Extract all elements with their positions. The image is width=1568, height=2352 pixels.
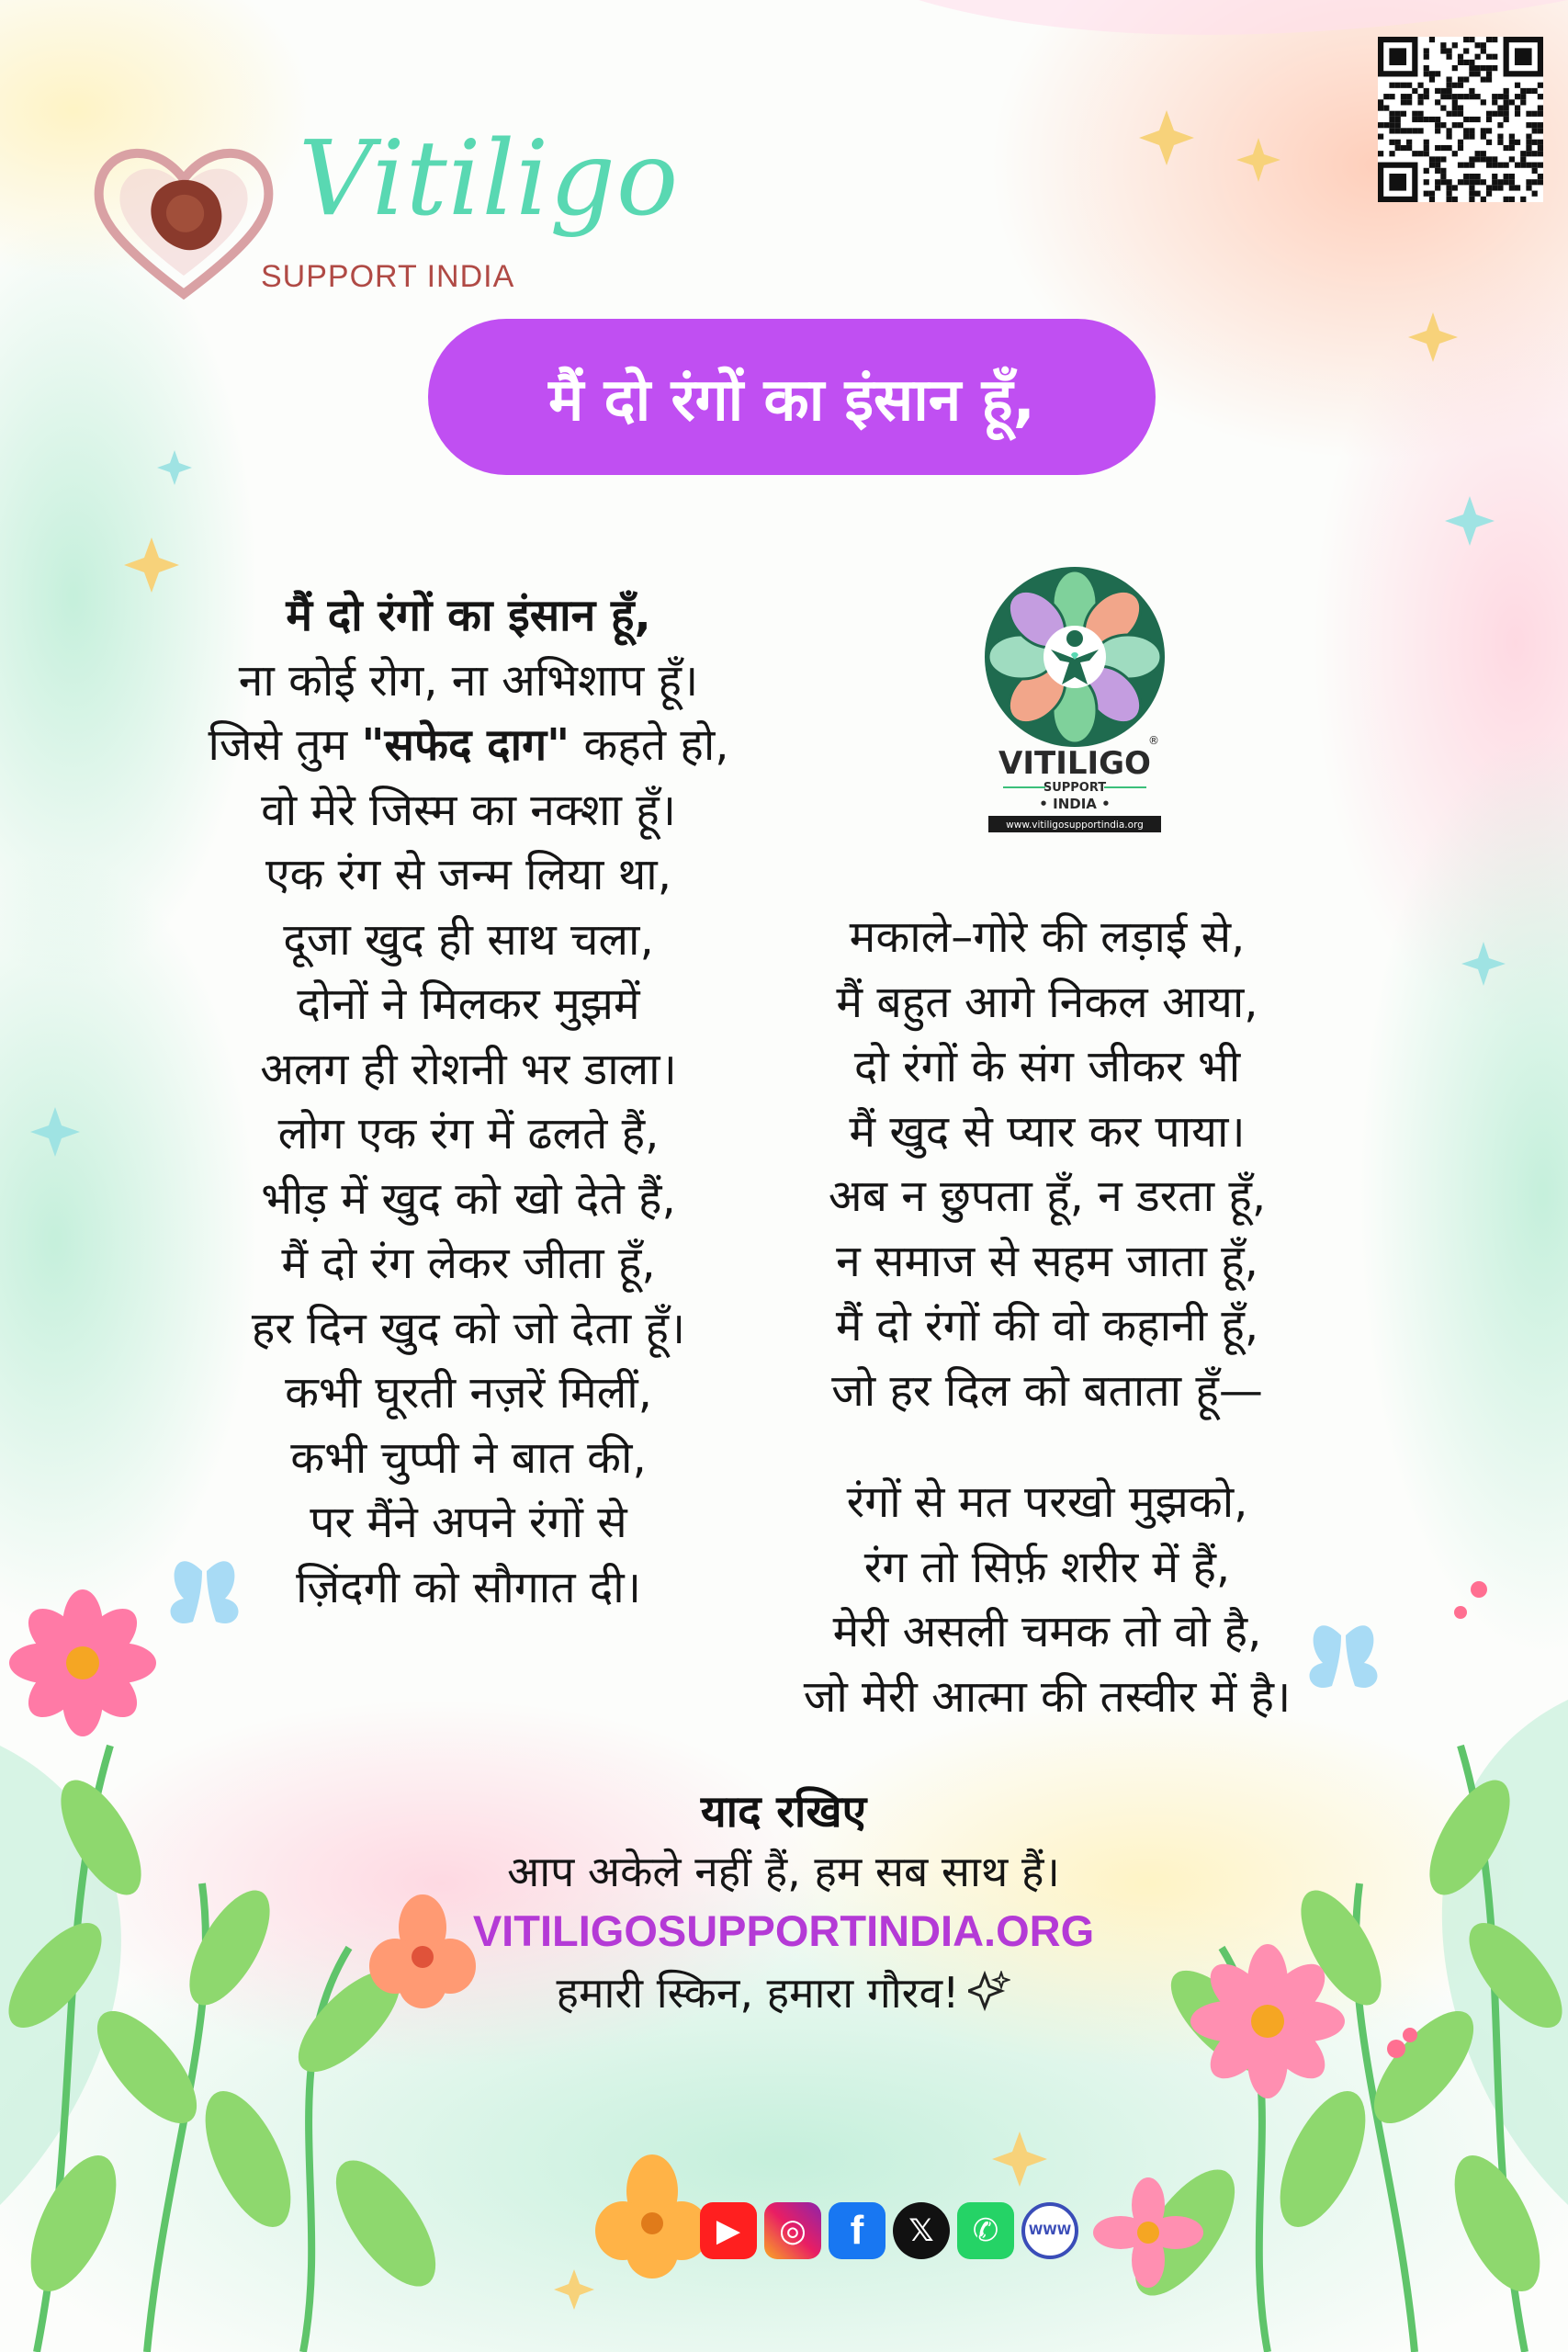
website-link[interactable]: VITILIGOSUPPORTINDIA.ORG bbox=[472, 1906, 1095, 1955]
poem-line-part: कहते हो, bbox=[570, 719, 729, 771]
brand-heart-icon bbox=[92, 138, 276, 303]
footer-line-1: आप अकेले नहीं हैं, हम सब साथ हैं। bbox=[507, 1847, 1060, 1896]
footer-heading: याद रखिए bbox=[700, 1786, 867, 1838]
poem-line: जो मेरी आत्मा की तस्वीर में है। bbox=[803, 1670, 1292, 1723]
brand-tagline: SUPPORT INDIA bbox=[261, 259, 515, 294]
poem-line: मैं बहुत आगे निकल आया, bbox=[836, 976, 1258, 1028]
emblem-support: SUPPORT bbox=[1043, 781, 1107, 795]
poem-stanza-3 bbox=[735, 1470, 1359, 1729]
emblem-url: www.vitiligosupportindia.org bbox=[1006, 820, 1144, 831]
page-title: मैं दो रंगों का इंसान हूँ, bbox=[548, 366, 1035, 435]
poem-line: कभी घूरती नज़रें मिलीं, bbox=[285, 1367, 652, 1419]
title-banner bbox=[428, 319, 1156, 475]
poem-line: जो हर दिल को बताता हूँ— bbox=[831, 1364, 1263, 1417]
poem-line: भीड़ में खुद को खो देते हैं, bbox=[261, 1172, 676, 1225]
poem-line: न समाज से सहम जाता हूँ, bbox=[836, 1235, 1258, 1287]
poem-line: दोनों ने मिलकर मुझमें bbox=[297, 978, 640, 1030]
poem-stanza-2 bbox=[735, 905, 1359, 1423]
poem-line: मैं दो रंगों की वो कहानी हूँ, bbox=[835, 1300, 1259, 1351]
poem-line: रंगों से मत परखो मुझको, bbox=[846, 1476, 1248, 1528]
poem-line bbox=[138, 713, 799, 778]
poem-line: एक रंग से जन्म लिया था, bbox=[265, 849, 671, 900]
emblem-india: • INDIA • bbox=[1039, 796, 1111, 812]
youtube-icon[interactable]: ▶ bbox=[700, 2202, 757, 2259]
poem-line: पर मैंने अपने रंगों से bbox=[310, 1497, 627, 1548]
emblem-logo bbox=[964, 560, 1185, 836]
poem-line: लोग एक रंग में ढलते हैं, bbox=[277, 1108, 660, 1159]
poem-line: अलग ही रोशनी भर डाला। bbox=[260, 1043, 677, 1095]
poem-line: हर दिन खुद को जो देता हूँ। bbox=[251, 1302, 686, 1354]
poem-line: रंग तो सिर्फ़ शरीर में हैं, bbox=[863, 1541, 1231, 1593]
web-icon[interactable]: WWW bbox=[1021, 2202, 1078, 2259]
footer-slogan: हमारी स्किन, हमारा गौरव! bbox=[556, 1968, 960, 2018]
sparkle-icon bbox=[968, 1971, 1010, 2013]
poem-line: दूजा खुद ही साथ चला, bbox=[283, 913, 654, 966]
poem-highlight: "सफेद दाग" bbox=[361, 719, 570, 771]
poem-line: वो मेरे जिस्म का नक्शा हूँ। bbox=[261, 784, 676, 836]
emblem-name: VITILIGO bbox=[998, 745, 1151, 782]
poem-line: ना कोई रोग, ना अभिशाप हूँ। bbox=[238, 654, 699, 707]
poem-line: कभी चुप्पी ने बात की, bbox=[290, 1431, 647, 1484]
instagram-icon[interactable]: ◎ bbox=[764, 2202, 821, 2259]
brand-wordmark: Vitiligo bbox=[299, 119, 680, 239]
poem-line: ज़िंदगी को सौगात दी। bbox=[296, 1561, 641, 1613]
poem-line: दो रंगों के संग जीकर भी bbox=[853, 1041, 1241, 1092]
poem-line: अब न छुपता हूँ, न डरता हूँ, bbox=[828, 1170, 1267, 1222]
poem-line: मैं दो रंगों का इंसान हूँ, bbox=[286, 590, 651, 641]
qr-code[interactable] bbox=[1378, 37, 1543, 202]
footer-message bbox=[324, 1782, 1243, 2025]
x-icon[interactable]: 𝕏 bbox=[893, 2202, 950, 2259]
poem-line: मकाले–गोरे की लड़ाई से, bbox=[849, 911, 1246, 963]
emblem-registered: ® bbox=[1148, 734, 1159, 747]
social-links bbox=[700, 2202, 1078, 2259]
poem-line: मैं दो रंग लेकर जीता हूँ, bbox=[281, 1238, 656, 1289]
poem-line: मैं खुद से प्यार कर पाया। bbox=[849, 1105, 1246, 1158]
poem-line-part: जिसे तुम bbox=[208, 719, 362, 771]
poem-stanza-1 bbox=[138, 583, 799, 1620]
footer-line-2 bbox=[324, 1961, 1243, 2025]
whatsapp-icon[interactable]: ✆ bbox=[957, 2202, 1014, 2259]
facebook-icon[interactable]: f bbox=[829, 2202, 886, 2259]
poem-line: मेरी असली चमक तो वो है, bbox=[832, 1606, 1262, 1657]
